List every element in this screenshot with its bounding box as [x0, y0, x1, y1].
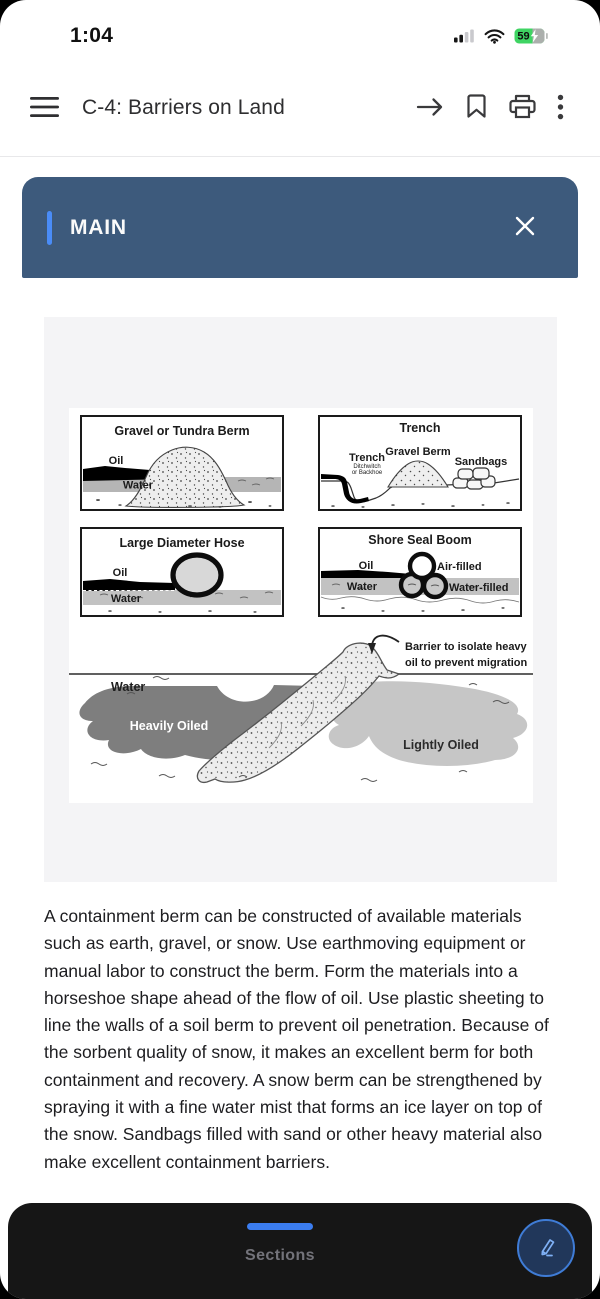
navbar: [0, 60, 600, 157]
battery-icon: [514, 28, 548, 49]
close-icon: [512, 213, 538, 242]
status-bar: [0, 0, 600, 60]
overflow-menu-icon: [557, 94, 564, 123]
forward-button[interactable]: [416, 96, 444, 121]
panel1-water-label: Water: [122, 479, 153, 492]
cellular-signal-icon: [454, 29, 475, 48]
close-button[interactable]: [512, 213, 538, 242]
panel-shore-seal-boom: [318, 527, 522, 617]
edit-button[interactable]: [517, 1219, 575, 1277]
bookmark-button[interactable]: [465, 94, 488, 122]
section-title: MAIN: [70, 215, 127, 239]
panel4-oil-label: Oil: [358, 560, 373, 572]
panel1-title: Gravel or Tundra Berm: [113, 424, 250, 438]
panel2-trench-label: Trench: [348, 452, 385, 464]
hamburger-icon: [30, 96, 59, 121]
panel2-gravel-berm-label: Gravel Berm: [384, 446, 451, 458]
overview-annotation-line1: Barrier to isolate heavy: [404, 641, 527, 653]
panel4-water-filled-label: Water-filled: [448, 582, 508, 594]
bottom-sheet-bar: [8, 1203, 592, 1299]
panel1-oil-label: Oil: [108, 455, 123, 467]
panel2-title: Trench: [399, 421, 440, 435]
overflow-menu-button[interactable]: [557, 94, 564, 123]
figure-container: [44, 317, 557, 882]
body-paragraph: A containment berm can be constructed of available materials such as earth, gravel, or snow. Use earthmoving equipment or manual labor to construct the berm. Form the materials into a horseshoe shape ahead of the flow of oil. Use plastic sheeting to line the walls of a soil berm to prevent oil penetration. Because of the sorbent quality of snow, it makes an excellent berm for both containment and recovery. A snow berm can be strengthened by spraying it with a fine water mist that forms an ice layer on top of the snow. Sandbags filled with sand or other heavy material also make excellent containment barriers.: [44, 906, 549, 1172]
status-icons: [454, 28, 548, 49]
hamburger-menu-button[interactable]: [30, 96, 59, 121]
panel3-water-label: Water: [110, 593, 141, 605]
barriers-figure: [69, 317, 533, 803]
arrow-right-icon: [416, 96, 444, 121]
panel-trench: [318, 415, 522, 511]
overview-heavily-oiled-label: Heavily Oiled: [129, 719, 208, 733]
panel4-water-label: Water: [346, 581, 377, 593]
drag-handle[interactable]: [247, 1223, 313, 1230]
wifi-icon: [484, 29, 505, 49]
panel3-title: Large Diameter Hose: [118, 536, 245, 550]
overview-lightly-oiled-label: Lightly Oiled: [402, 738, 479, 752]
nav-actions: [416, 94, 564, 123]
print-button[interactable]: [509, 94, 536, 122]
overview-water-label: Water: [110, 680, 145, 694]
page-title: C-4: Barriers on Land: [82, 96, 285, 119]
pen-icon: [533, 1234, 559, 1263]
sections-label[interactable]: Sections: [245, 1247, 315, 1264]
clock: 1:04: [70, 24, 114, 47]
battery-percent: 59: [517, 30, 530, 43]
overview-diagram: [69, 630, 533, 790]
panel2-trench-sub1: Ditchwitch: [352, 464, 381, 470]
printer-icon: [509, 94, 536, 122]
panel4-air-label: Air-filled: [436, 561, 482, 573]
panel3-oil-label: Oil: [112, 567, 127, 579]
section-header: [22, 177, 578, 278]
overview-annotation-line2: oil to prevent migration: [404, 657, 527, 669]
bookmark-icon: [465, 94, 488, 122]
accent-bar: [47, 211, 52, 245]
panel-gravel-tundra-berm: [80, 415, 284, 511]
panel2-sandbags-label: Sandbags: [454, 456, 507, 468]
panel4-title: Shore Seal Boom: [367, 533, 472, 547]
panel-large-diameter-hose: [80, 527, 284, 617]
panel2-trench-sub2: or Backhoe: [351, 470, 382, 476]
